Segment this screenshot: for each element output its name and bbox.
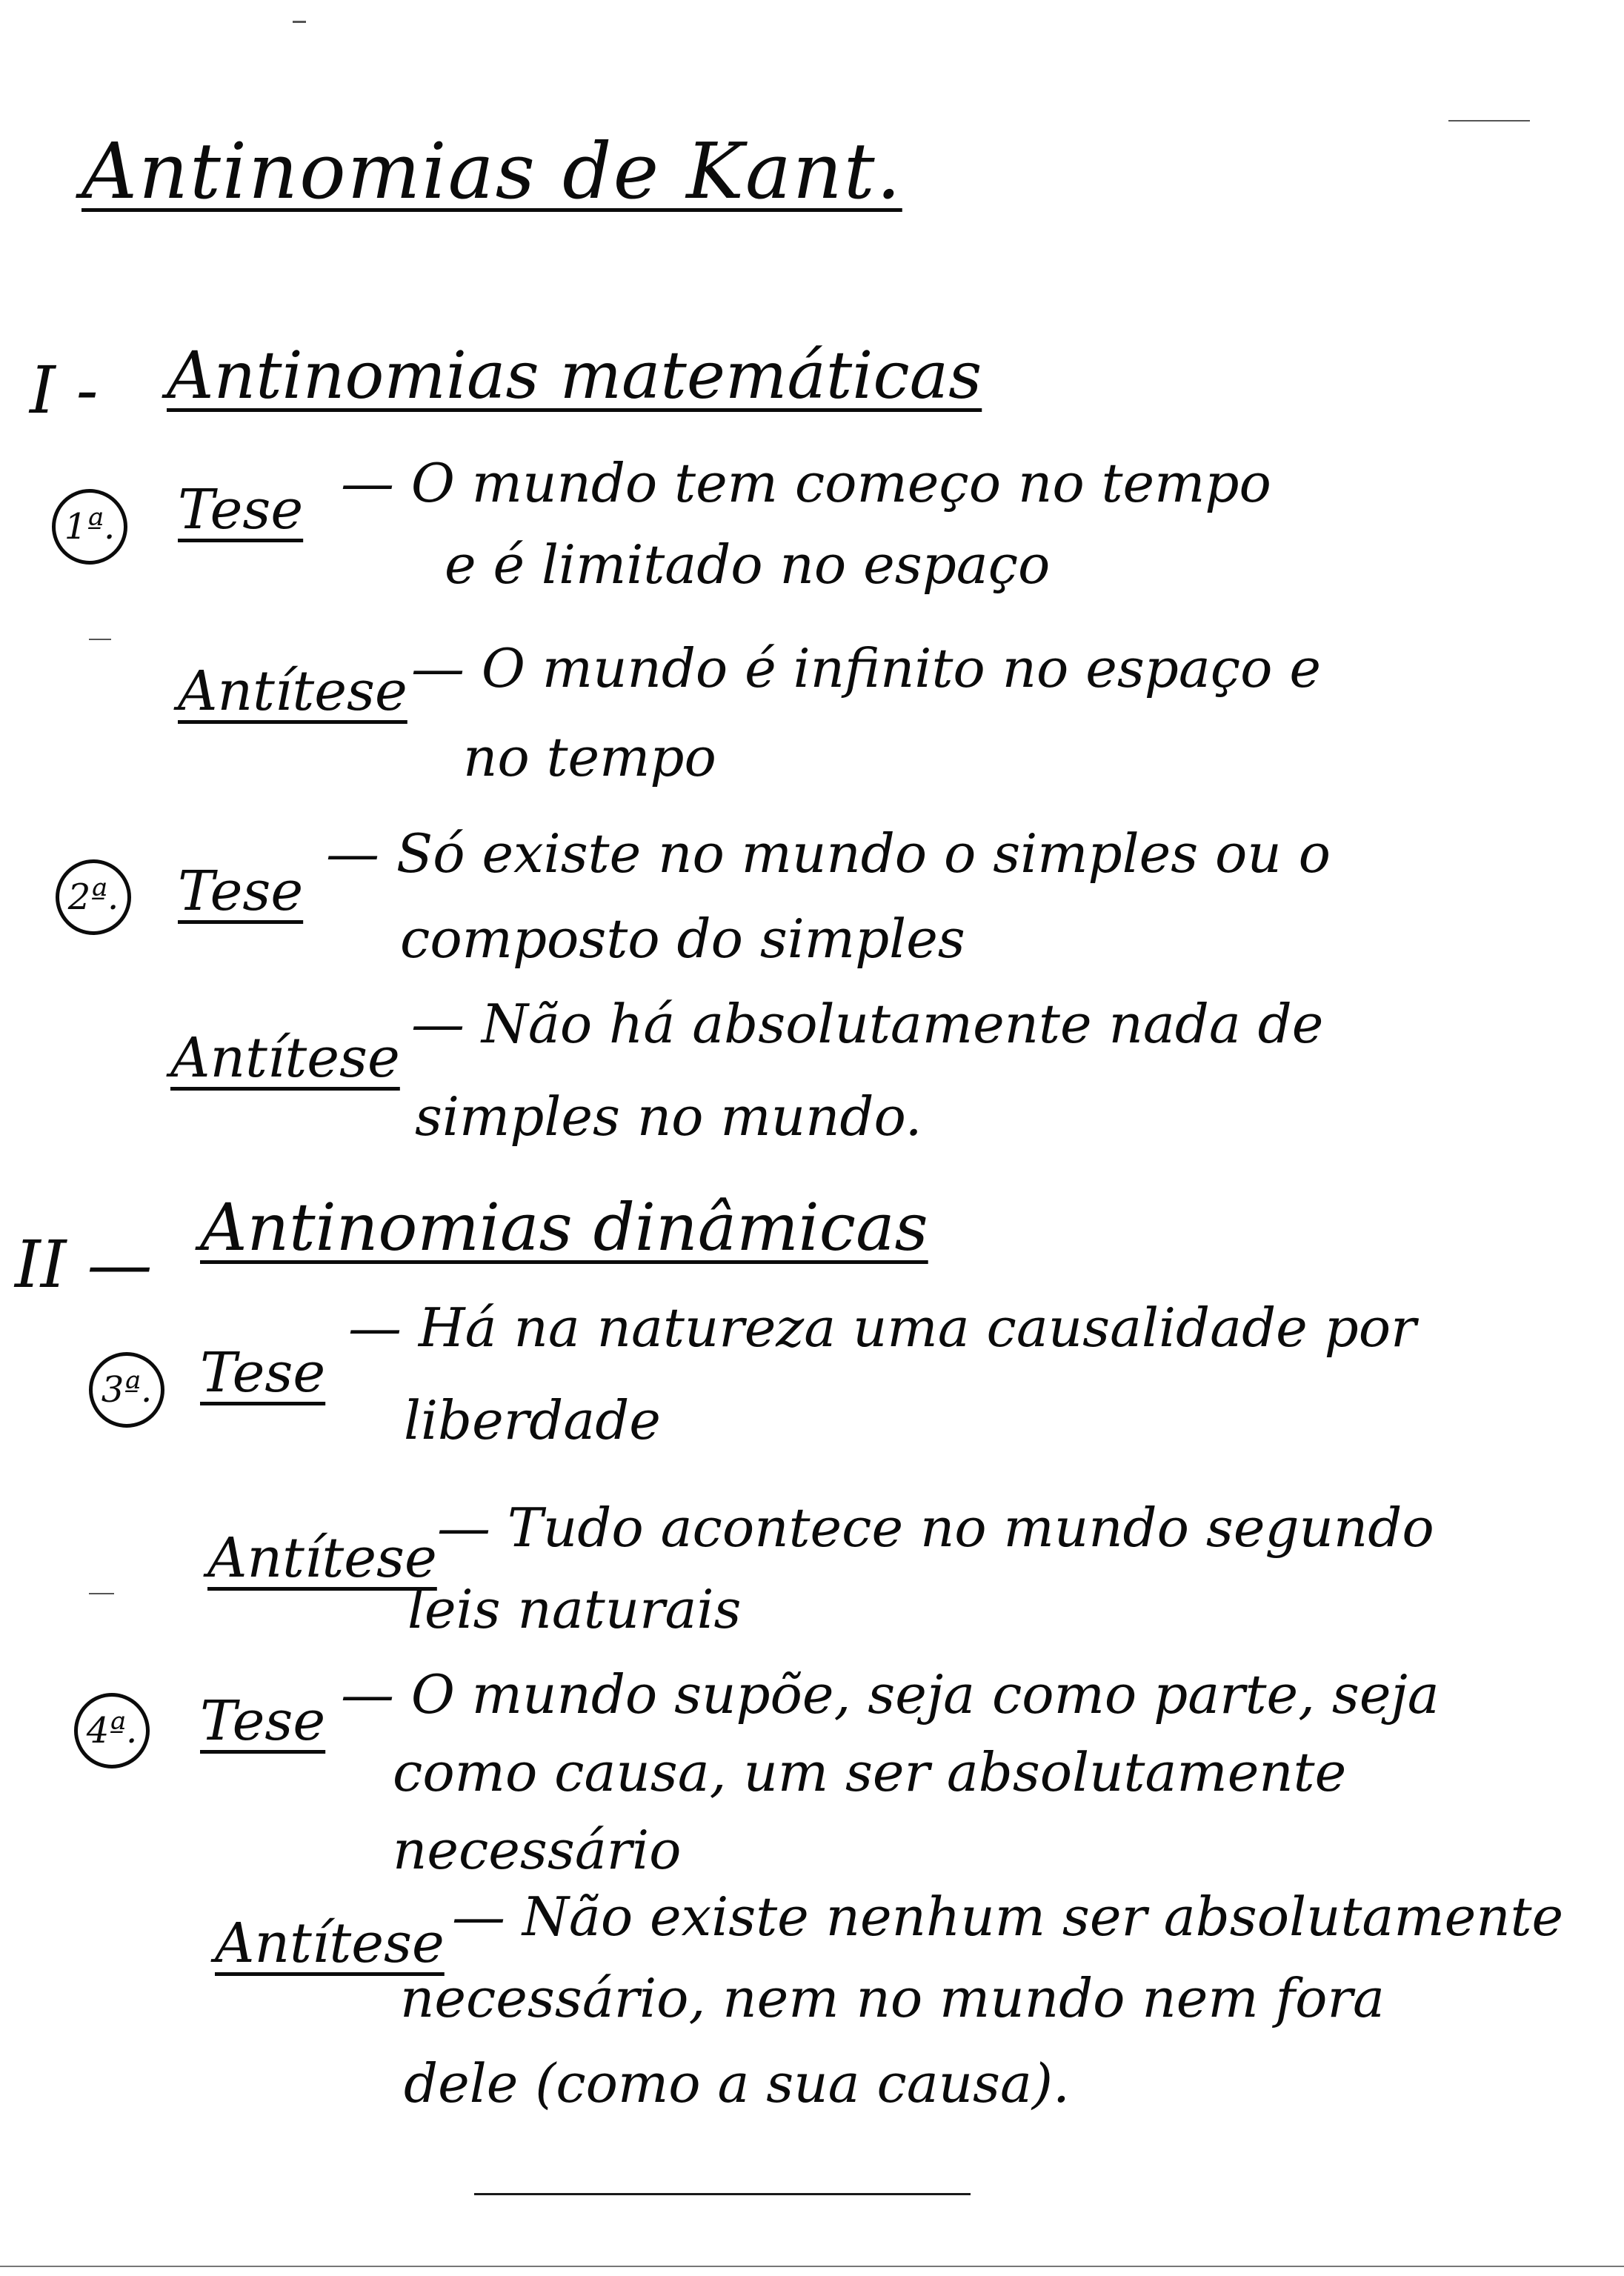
page-title: Antinomias de Kant.	[81, 126, 902, 216]
item-number-badge	[74, 1693, 150, 1768]
tese-line: — Só existe no mundo o simples ou o	[326, 822, 1331, 885]
tese-line: como causa, um ser absolutamente	[393, 1741, 1347, 1803]
item-number: 4ª.	[86, 1710, 138, 1751]
section-label: II —	[15, 1226, 153, 1302]
antitese-label: Antítese	[207, 1526, 437, 1590]
tese-line: — O mundo supõe, seja como parte, seja	[341, 1663, 1440, 1726]
scan-mark-left-1	[89, 639, 111, 640]
scan-mark-left-2	[89, 1593, 114, 1594]
item-number: 2ª.	[67, 876, 119, 918]
antitese-line: — Não existe nenhum ser absolutamente	[452, 1886, 1564, 1948]
antitese-line: necessário, nem no mundo nem fora	[400, 1967, 1385, 2029]
tese-label: Tese	[178, 478, 304, 542]
section-heading: Antinomias matemáticas	[167, 337, 982, 413]
antitese-line: leis naturais	[407, 1578, 742, 1640]
item-number-badge	[89, 1352, 164, 1428]
scan-edge-line	[0, 2266, 1624, 2267]
item-number: 3ª.	[101, 1369, 153, 1411]
item-number: 1ª.	[64, 506, 116, 548]
antitese-label: Antítese	[170, 1026, 400, 1090]
section-heading: Antinomias dinâmicas	[200, 1189, 928, 1265]
antitese-line: simples no mundo.	[415, 1085, 922, 1148]
antitese-line: dele (como a sua causa).	[404, 2052, 1070, 2114]
item-number-badge	[52, 489, 127, 565]
tese-line: e é limitado no espaço	[445, 533, 1051, 596]
scan-mark-right	[1448, 120, 1530, 122]
bottom-rule	[474, 2193, 971, 2195]
tese-line: composto do simples	[400, 908, 965, 970]
tese-line: liberdade	[404, 1389, 661, 1451]
antitese-label: Antítese	[178, 659, 407, 723]
tese-label: Tese	[178, 859, 304, 923]
tese-line: necessário	[393, 1819, 682, 1881]
antitese-line: — O mundo é infinito no espaço e	[411, 637, 1321, 699]
tese-label: Tese	[200, 1689, 326, 1753]
antitese-line: — Tudo acontece no mundo segundo	[437, 1497, 1434, 1559]
scan-mark-top	[293, 21, 306, 23]
section-label: I -	[30, 352, 99, 428]
antitese-label: Antítese	[215, 1911, 445, 1975]
tese-line: — O mundo tem começo no tempo	[341, 452, 1271, 514]
tese-line: — Há na natureza uma causalidade por	[348, 1297, 1417, 1359]
antitese-line: no tempo	[463, 726, 716, 788]
item-number-badge	[56, 859, 131, 935]
tese-label: Tese	[200, 1341, 326, 1405]
antitese-line: — Não há absolutamente nada de	[411, 993, 1324, 1055]
